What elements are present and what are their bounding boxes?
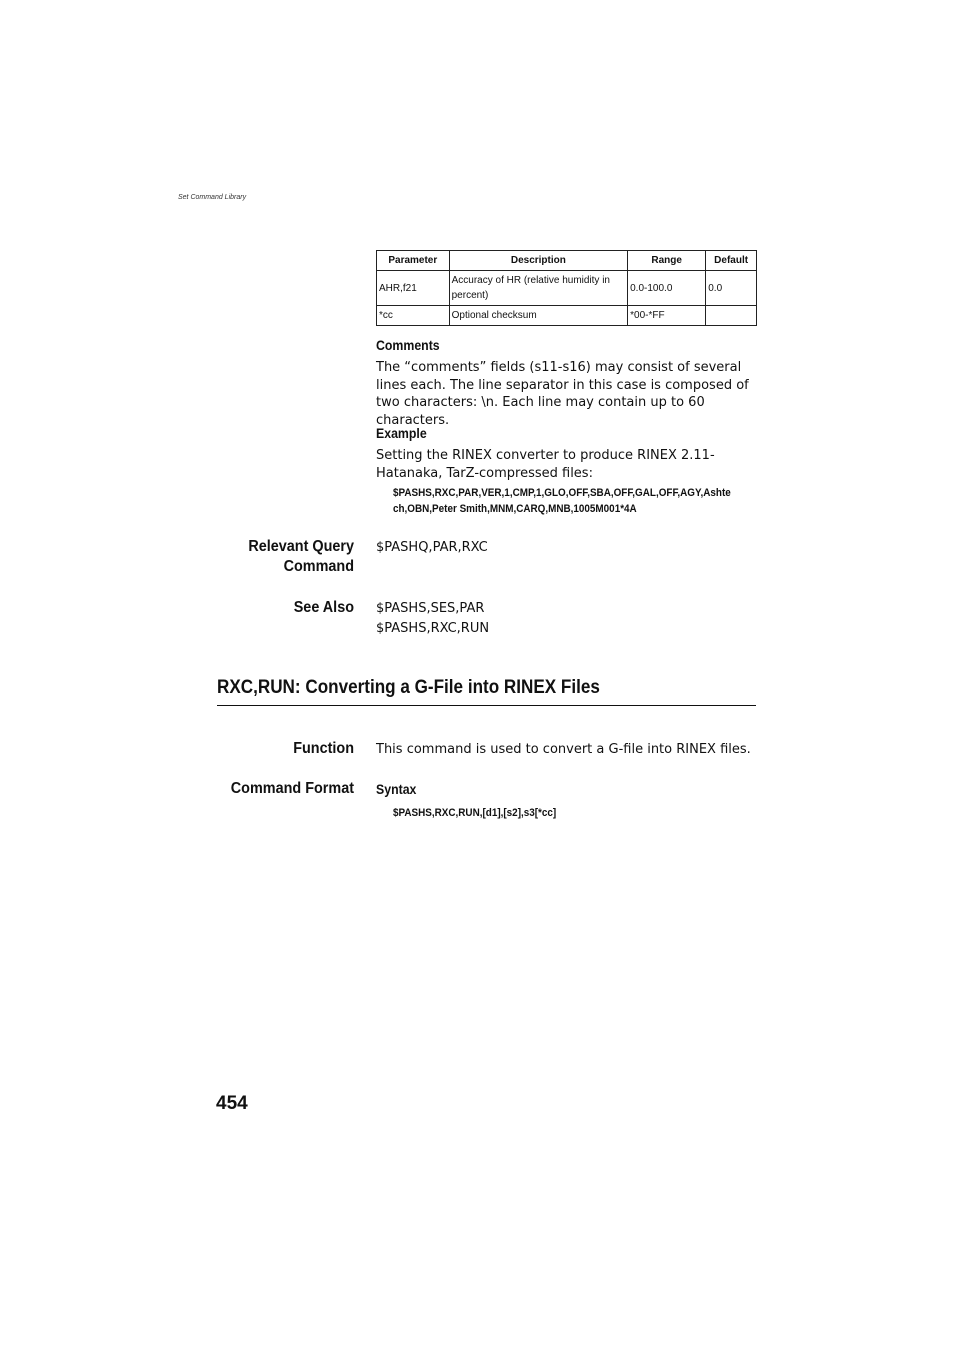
parameter-table xyxy=(376,250,757,326)
column-header: Parameter xyxy=(377,251,450,271)
table-cell: 0.0 xyxy=(706,271,757,306)
function-text: This command is used to convert a G-file into RINEX files. xyxy=(376,742,751,757)
running-header: Set Command Library xyxy=(178,194,247,201)
comments-text: The “comments” fields (s11-s16) may consist of several lines each. The line separator in this case is composed of two characters: \n. Each line may contain up to 60 characters. xyxy=(376,360,749,428)
table-cell: Accuracy of HR (relative humidity in percent) xyxy=(449,271,628,306)
example-command-line-2: ch,OBN,Peter Smith,MNM,CARQ,MNB,1005M001*4A xyxy=(393,503,637,515)
table-cell: Optional checksum xyxy=(449,306,628,326)
example-heading: Example xyxy=(376,425,427,441)
example-text: Setting the RINEX converter to produce RINEX 2.11-Hatanaka, TarZ-compressed files: xyxy=(376,448,715,481)
syntax-heading: Syntax xyxy=(376,781,417,797)
table-cell: *cc xyxy=(377,306,450,326)
relevant-query-value: $PASHQ,PAR,RXC xyxy=(376,540,488,555)
command-format-label: Command Format xyxy=(230,780,354,797)
relevant-query-label xyxy=(192,537,354,577)
section-rule xyxy=(217,705,756,706)
column-header: Range xyxy=(628,251,706,271)
page-number: 454 xyxy=(216,1093,248,1114)
relevant-query-label-line-2: Command xyxy=(283,558,354,575)
syntax-command: $PASHS,RXC,RUN,[d1],[s2],s3[*cc] xyxy=(393,807,557,819)
function-label: Function xyxy=(293,740,354,757)
table-cell xyxy=(706,306,757,326)
table-cell: *00-*FF xyxy=(628,306,706,326)
example-command-line-1: $PASHS,RXC,PAR,VER,1,CMP,1,GLO,OFF,SBA,OFF,GAL,OFF,AGY,Ashte xyxy=(393,487,731,499)
comments-heading: Comments xyxy=(376,337,440,353)
section-title: RXC,RUN: Converting a G-File into RINEX Files xyxy=(217,677,600,698)
table-header-row xyxy=(377,251,757,271)
column-header: Description xyxy=(449,251,628,271)
column-header: Default xyxy=(706,251,757,271)
table-cell: 0.0-100.0 xyxy=(628,271,706,306)
table-row xyxy=(377,271,757,306)
table-row xyxy=(377,306,757,326)
see-also-item: $PASHS,RXC,RUN xyxy=(376,621,490,636)
see-also-label: See Also xyxy=(293,599,354,616)
table-cell: AHR,f21 xyxy=(377,271,450,306)
relevant-query-label-line-1: Relevant Query xyxy=(248,538,354,555)
see-also-item: $PASHS,SES,PAR xyxy=(376,601,485,616)
